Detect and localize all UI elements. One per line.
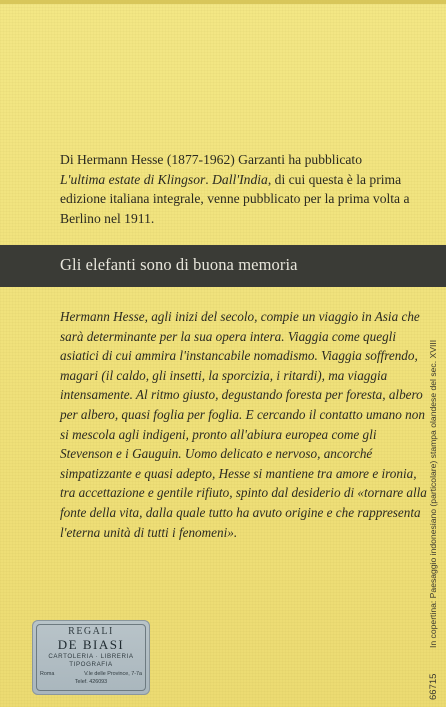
blurb-paragraph: Hermann Hesse, agli inizi del secolo, compie un viaggio in Asia che sarà determinante per la sua opera intera. Viaggia come quegli asiatici di cui ammira l'instancabile nomadismo. Viaggia soffrendo, magari (il caldo, gli insetti, la sporcizia, i ritardi), ma viaggia intensamente. Al ritmo giusto, degustando foresta per foresta, albero per albero, quasi foglia per foglia. E cercando il contatto umano non si mescola agli indigeni, pronto all'abiura europea come gli Stevenson e i Gauguin. Uomo delicato e nervoso, ancorché simpatizzante e quasi adepto, Hesse si mantiene tra amore e ironia, tra accettazione e gentile rifiuto, spinto dal desiderio di «tornare alla fonte della vita, dalla quale tutto ha avuto origine e che rappresenta l'eterna unità di tutti i fenomeni».: [60, 309, 427, 540]
intro-title-klingsor: L'ultima estate di Klingsor: [60, 171, 206, 187]
intro-title-india: Dall'India: [212, 171, 268, 187]
sticker-line-regali: REGALI: [68, 626, 114, 637]
band-title: Gli elefanti sono di buona memoria: [60, 255, 298, 274]
sticker-city: Roma: [40, 671, 55, 677]
sticker-line-cartoleria: CARTOLERIA · LIBRERIA: [48, 653, 134, 660]
intro-text-start: Di Hermann Hesse (1877-1962) Garzanti ha pubblicato: [60, 152, 362, 167]
sticker-phone: Telef. 426093: [74, 679, 108, 685]
intro-text-end: , di cui questa è la prima edizione italiana integrale, venne pubblicato per la prima volta a Berlino nel 1911.: [60, 171, 410, 226]
sticker-shop-name: DE BIASI: [57, 637, 125, 652]
intro-separator: .: [205, 171, 213, 187]
cover-top-edge: [0, 0, 446, 4]
sticker-line-tipografia: TIPOGRAFIA: [69, 661, 113, 668]
bookshop-sticker: [32, 620, 150, 695]
catalog-number: 66715: [428, 673, 439, 700]
title-band: [0, 245, 446, 287]
sticker-address: V.le delle Province, 7-7a: [84, 671, 142, 677]
intro-paragraph: [60, 150, 410, 228]
cover-image-credit: In copertina: Paesaggio indonesiano (particolare) stampa olandese del sec. XVIII: [428, 339, 438, 648]
